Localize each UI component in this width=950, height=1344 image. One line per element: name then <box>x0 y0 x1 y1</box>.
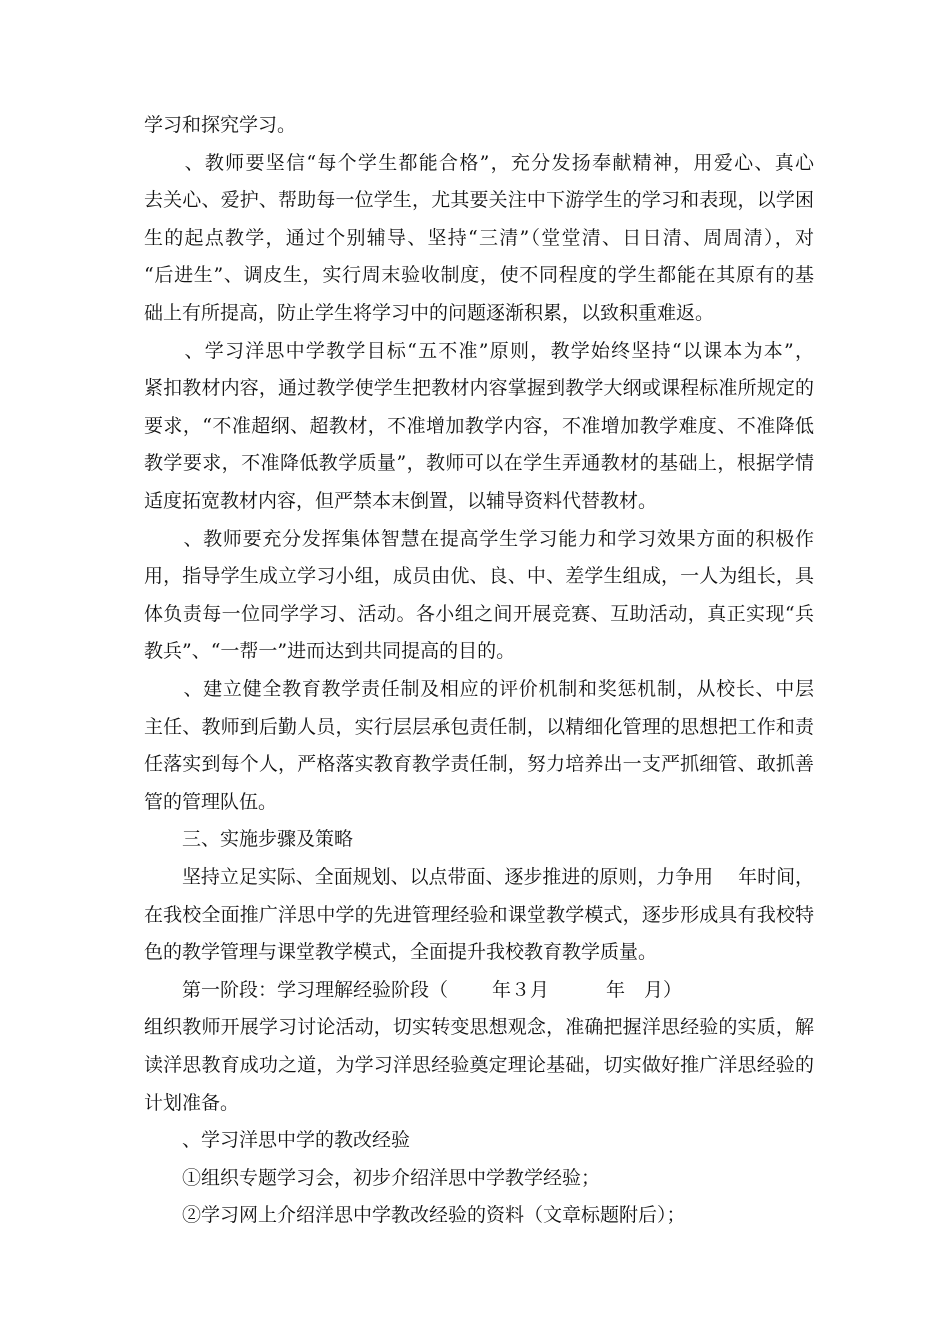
paragraph-5-line: 色的教学管理与课堂教学模式，全面提升我校教育教学质量。 <box>144 941 658 963</box>
subsection-heading: 、学习洋思中学的教改经验 <box>144 1129 411 1151</box>
paragraph-5-line: 在我校全面推广洋思中学的先进管理经验和课堂教学模式，逐步形成具有我校特 <box>144 904 814 926</box>
paragraph-4-line: 主任、教师到后勤人员，实行层层承包责任制，以精细化管理的思想把工作和责 <box>144 716 814 738</box>
body-text-line: 学习和探究学习。 <box>144 114 297 136</box>
paragraph-2-line: 、学习洋思中学教学目标“五不准”原则，教学始终坚持“以课本为本”， <box>144 340 814 362</box>
paragraph-1-line: “后进生”、调皮生，实行周末验收制度，使不同程度的学生都能在其原有的基 <box>144 264 814 286</box>
paragraph-6-line: 组织教师开展学习讨论活动，切实转变思想观念，准确把握洋思经验的实质，解 <box>144 1016 814 1038</box>
paragraph-3-line: 教兵”、“一帮一”进而达到共同提高的目的。 <box>144 640 516 662</box>
stage-heading: 第一阶段：学习理解经验阶段（ 年３月 年 月） <box>144 979 683 1001</box>
paragraph-1-line: 生的起点教学，通过个别辅导、坚持“三清”（堂堂清、日日清、周周清），对 <box>144 227 814 249</box>
section-heading: 三、实施步骤及策略 <box>144 828 354 850</box>
paragraph-1-line: 础上有所提高，防止学生将学习中的问题逐渐积累，以致积重难返。 <box>144 302 715 324</box>
paragraph-6-line: 计划准备。 <box>144 1092 240 1114</box>
list-item: ②学习网上介绍洋思中学教改经验的资料（文章标题附后）； <box>144 1204 686 1226</box>
list-item: ①组织专题学习会，初步介绍洋思中学教学经验； <box>144 1167 601 1189</box>
paragraph-2-line: 要求，“不准超纲、超教材，不准增加教学内容，不准增加教学难度、不准降低 <box>144 415 814 437</box>
paragraph-4-line: 任落实到每个人，严格落实教育教学责任制，努力培养出一支严抓细管、敢抓善 <box>144 753 814 775</box>
paragraph-4-line: 管的管理队伍。 <box>144 791 278 813</box>
paragraph-3-line: 体负责每一位同学学习、活动。各小组之间开展竞赛、互助活动，真正实现“兵 <box>144 603 814 625</box>
paragraph-2-line: 教学要求，不准降低教学质量”，教师可以在学生弄通教材的基础上，根据学情 <box>144 452 814 474</box>
paragraph-5-line: 坚持立足实际、全面规划、以点带面、逐步推进的原则，力争用 年时间， <box>144 866 814 888</box>
paragraph-6-line: 读洋思教育成功之道，为学习洋思经验奠定理论基础，切实做好推广洋思经验的 <box>144 1054 814 1076</box>
paragraph-2-line: 紧扣教材内容，通过教学使学生把教材内容掌握到教学大纲或课程标准所规定的 <box>144 377 814 399</box>
paragraph-2-line: 适度拓宽教材内容，但严禁本末倒置，以辅导资料代替教材。 <box>144 490 658 512</box>
paragraph-1-line: 、教师要坚信“每个学生都能合格”，充分发扬奉献精神，用爱心、真心 <box>144 152 814 174</box>
paragraph-3-line: 、教师要充分发挥集体智慧在提高学生学习能力和学习效果方面的积极作 <box>144 528 814 550</box>
paragraph-4-line: 、建立健全教育教学责任制及相应的评价机制和奖惩机制，从校长、中层 <box>144 678 814 700</box>
paragraph-1-line: 去关心、爱护、帮助每一位学生，尤其要关注中下游学生的学习和表现，以学困 <box>144 189 814 211</box>
paragraph-3-line: 用，指导学生成立学习小组，成员由优、良、中、差学生组成，一人为组长，具 <box>144 565 814 587</box>
